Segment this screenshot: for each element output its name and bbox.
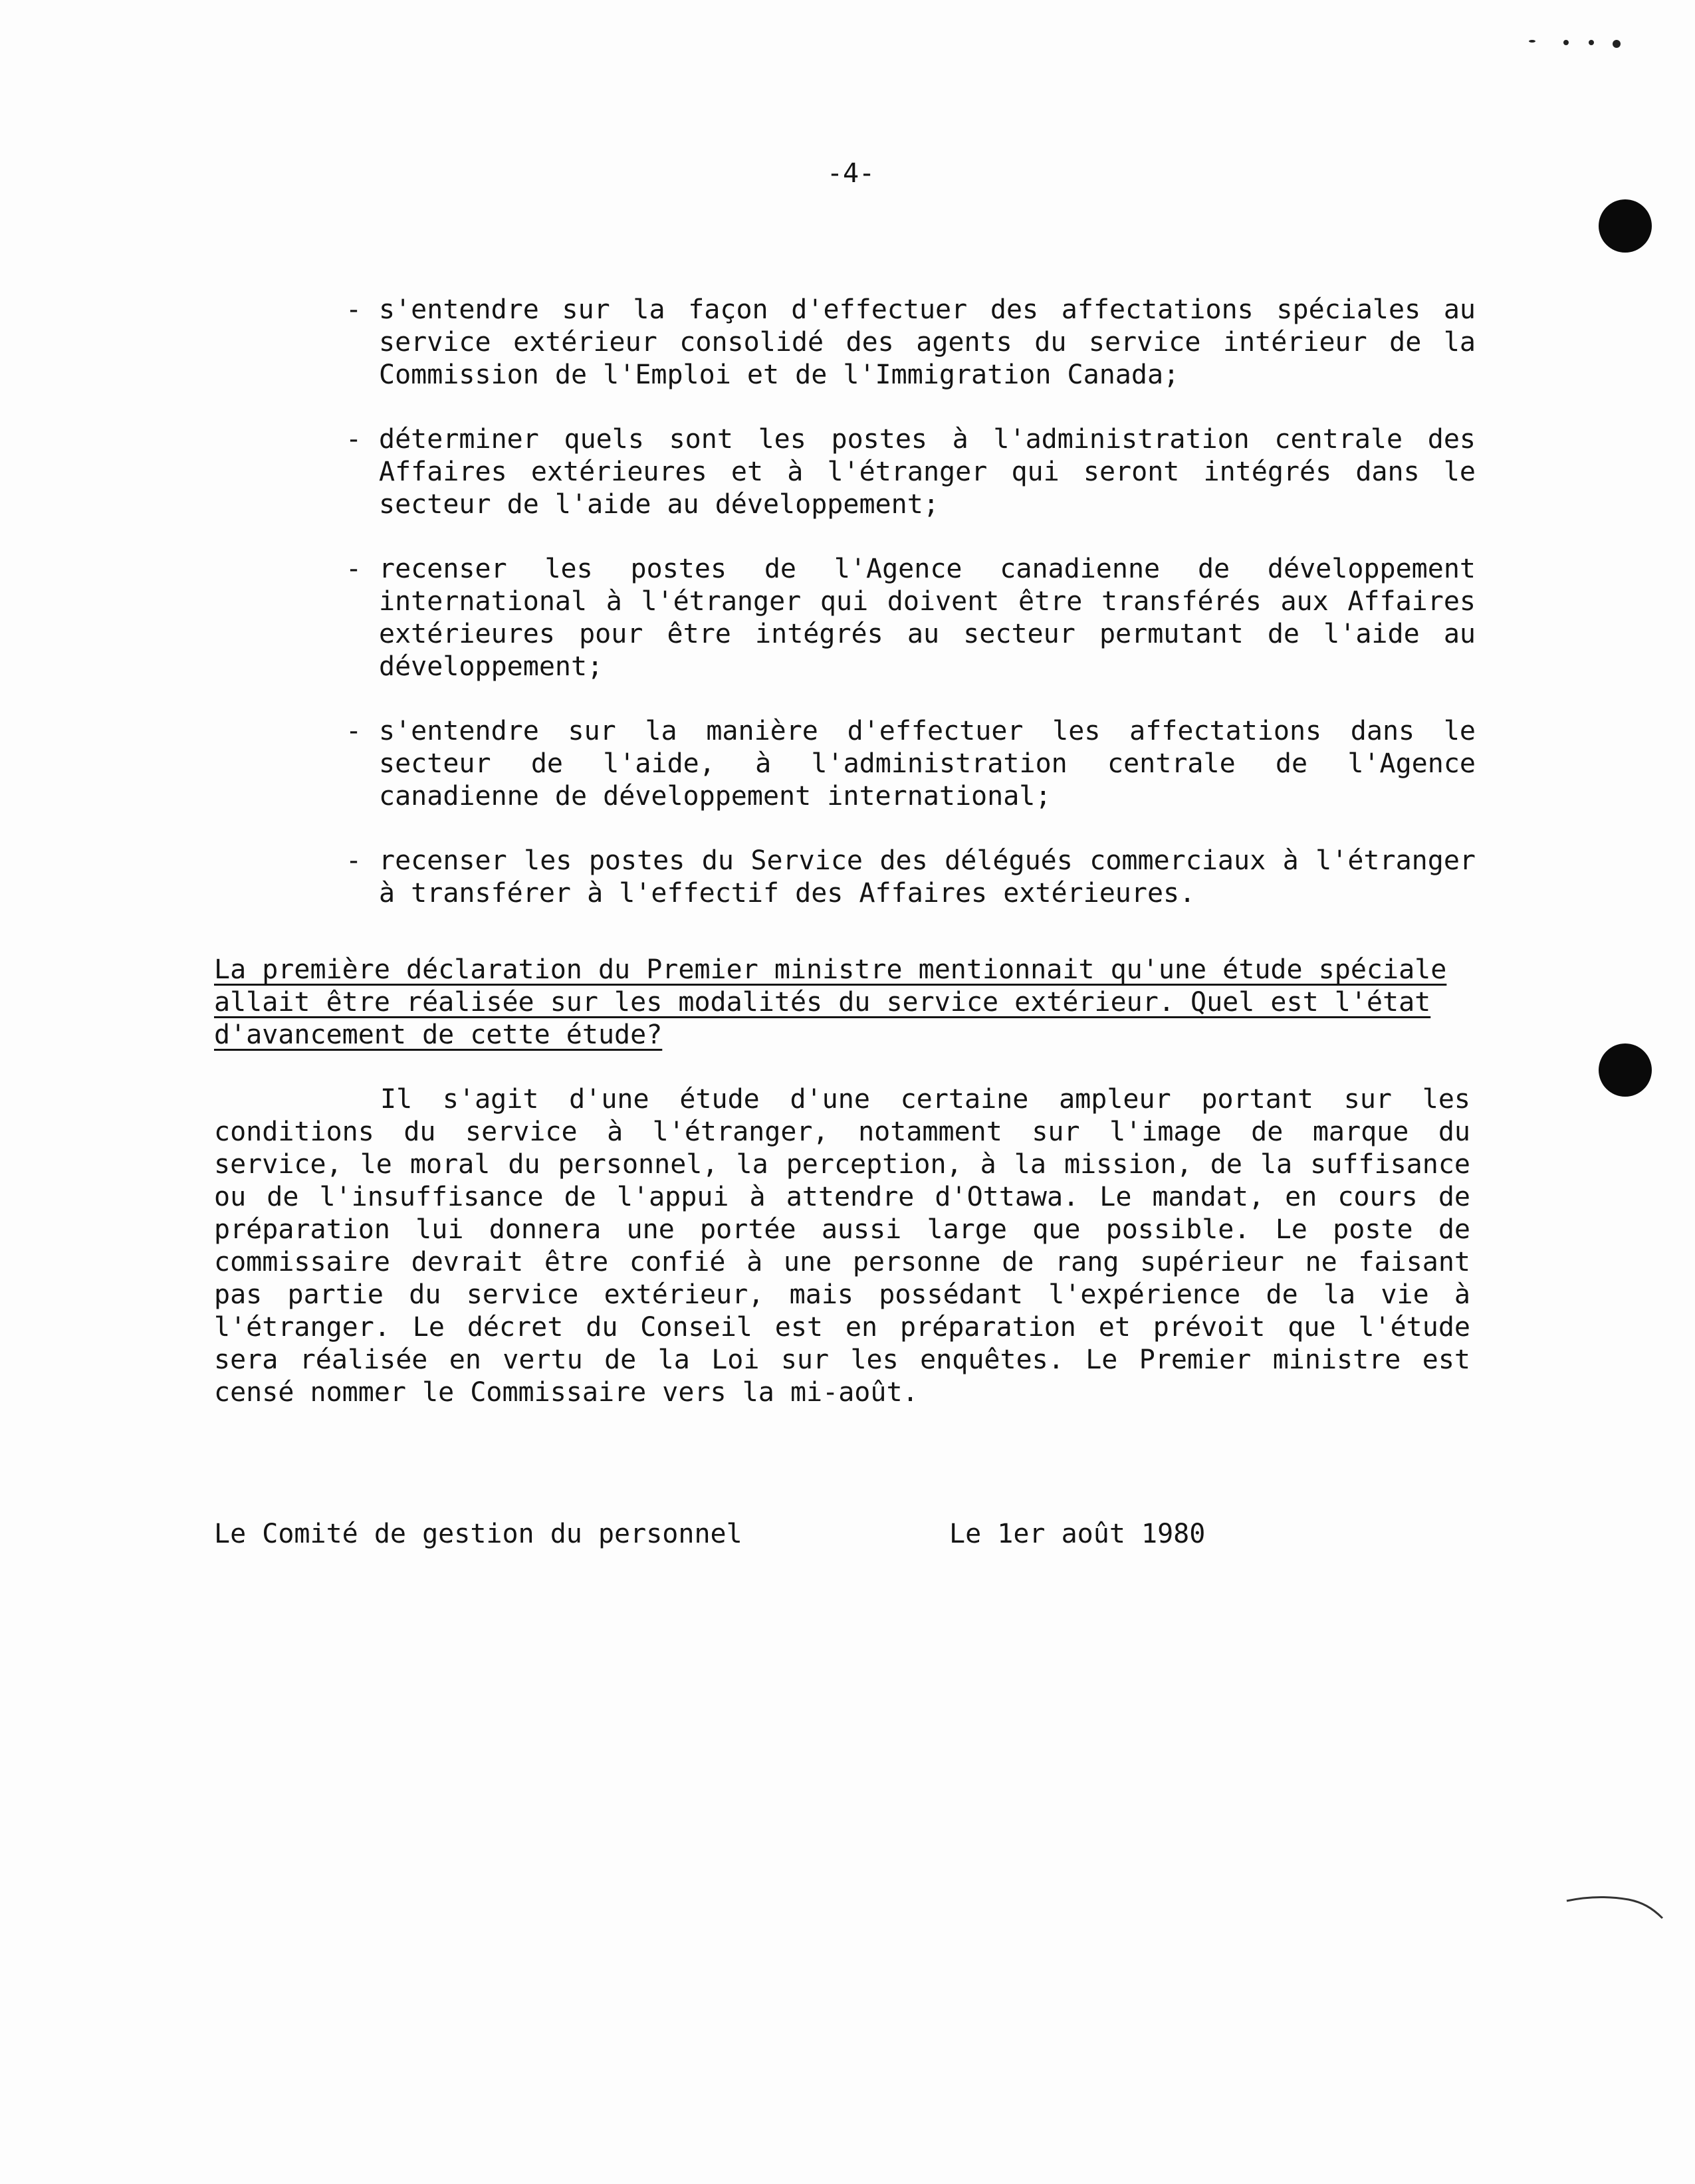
list-item bbox=[346, 715, 1476, 813]
punch-hole-top bbox=[1599, 199, 1652, 253]
list-item bbox=[346, 845, 1476, 910]
corner-marks bbox=[1522, 35, 1629, 48]
committee-signature: Le Comité de gestion du personnel bbox=[214, 1519, 742, 1549]
bullet-dash: - bbox=[346, 294, 362, 325]
page-number: -4- bbox=[826, 158, 875, 189]
document-date: Le 1er août 1980 bbox=[949, 1519, 1206, 1549]
staple-mark bbox=[1565, 1888, 1665, 1921]
bullet-text: recenser les postes de l'Agence canadienne de développement international à l'étranger qui doivent être transférés aux Affaires extérieures pour être intégrés au secteur permutant de l'aide au développement; bbox=[379, 554, 1476, 682]
bullet-text: recenser les postes du Service des délégués commerciaux à l'étranger à transférer à l'effectif des Affaires extérieures. bbox=[379, 845, 1476, 909]
answer-paragraph: Il s'agit d'une étude d'une certaine ampleur portant sur les conditions du service à l'étranger, notamment sur l'image de marque du service, le moral du personnel, la perception, à la mission, de la suffisance ou de l'insuffisance de l'appui à attendre d'Ottawa. Le mandat, en cours de préparation lui donnera une portée aussi large que possible. Le poste de commissaire devrait être confié à une personne de rang supérieur ne faisant pas partie du service extérieur, mais possédant l'expérience de la vie à l'étranger. Le décret du Conseil est en préparation et prévoit que l'étude sera réalisée en vertu de la Loi sur les enquêtes. Le Premier ministre est censé nommer le Commissaire vers la mi-août. bbox=[214, 1084, 1470, 1408]
bullet-dash: - bbox=[346, 554, 362, 584]
bullet-list bbox=[346, 294, 1476, 910]
question-heading: La première déclaration du Premier ministre mentionnait qu'une étude spéciale allait être réalisée sur les modalités du service extérieur. Quel est l'état d'avancement de cette étude? bbox=[214, 954, 1447, 1050]
list-item bbox=[346, 294, 1476, 391]
bullet-text: s'entendre sur la façon d'effectuer des affectations spéciales au service extérieur consolidé des agents du service intérieur de la Commission de l'Emploi et de l'Immigration Canada; bbox=[379, 294, 1476, 390]
bullet-text: déterminer quels sont les postes à l'administration centrale des Affaires extérieures et à l'étranger qui seront intégrés dans le secteur de l'aide au développement; bbox=[379, 424, 1476, 520]
bullet-text: s'entendre sur la manière d'effectuer les affectations dans le secteur de l'aide, à l'administration centrale de l'Agence canadienne de développement international; bbox=[379, 716, 1476, 812]
bullet-dash: - bbox=[346, 716, 362, 746]
list-item bbox=[346, 553, 1476, 683]
bullet-dash: - bbox=[346, 424, 362, 455]
bullet-dash: - bbox=[346, 845, 362, 876]
list-item bbox=[346, 423, 1476, 521]
punch-hole-middle bbox=[1599, 1043, 1652, 1097]
